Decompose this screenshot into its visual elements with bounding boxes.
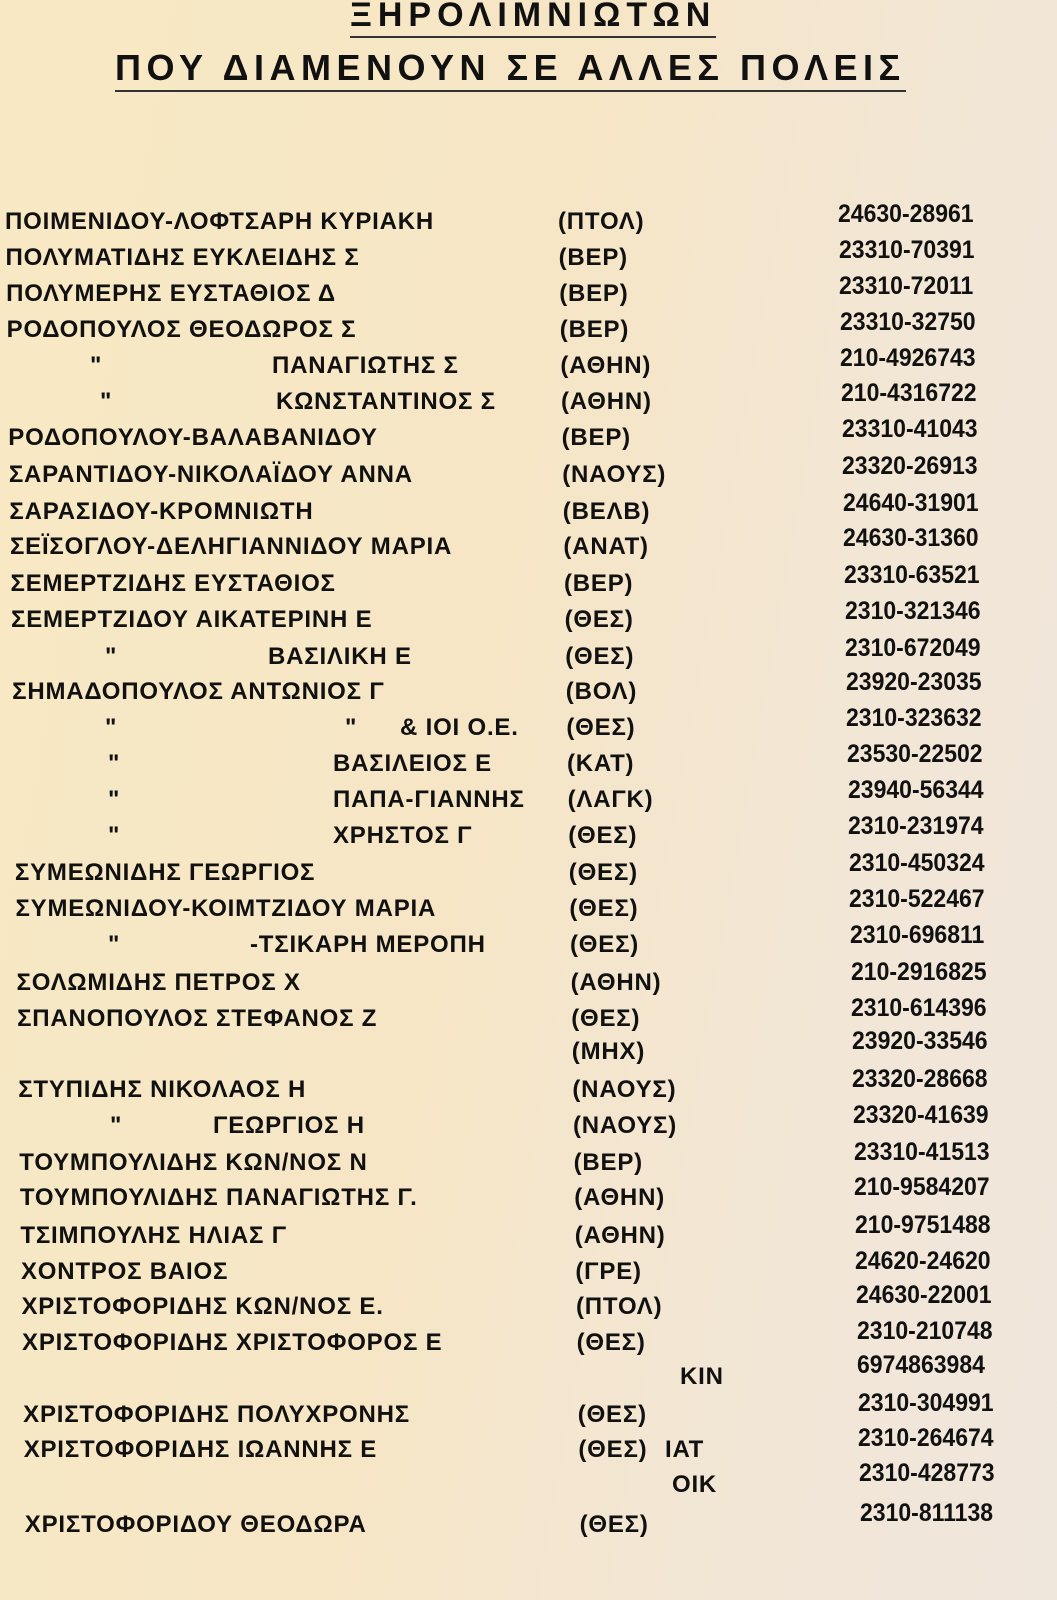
- person-name: ΧΡΗΣΤΟΣ Γ: [333, 822, 473, 849]
- person-name: ΧΟΝΤΡΟΣ ΒΑΙΟΣ: [20, 1258, 229, 1285]
- person-name: & ΙΟΙ Ο.Ε.: [400, 714, 519, 741]
- phone-number: 2310-811138: [859, 1498, 993, 1527]
- phone-number: 23310-72011: [839, 271, 974, 300]
- phone-number: 2310-304991: [857, 1389, 994, 1418]
- city-code: (ΝΑΟΥΣ): [562, 461, 667, 488]
- ditto-mark: ": [90, 352, 103, 379]
- city-code: (ΑΘΗΝ): [574, 1222, 666, 1249]
- ditto-mark: ": [105, 714, 118, 741]
- person-name: ΣΕΪΣΟΓΛΟΥ-ΔΕΛΗΓΙΑΝΝΙΔΟΥ ΜΑΡΙΑ: [9, 533, 453, 560]
- city-code: (ΝΑΟΥΣ): [572, 1076, 677, 1103]
- person-name: ΠΟΛΥΜΕΡΗΣ ΕΥΣΤΑΘΙΟΣ Δ: [6, 280, 336, 307]
- person-name: ΧΡΙΣΤΟΦΟΡΙΔΟΥ ΘΕΟΔΩΡΑ: [24, 1511, 367, 1538]
- city-code: (ΝΑΟΥΣ): [573, 1112, 678, 1139]
- person-name: ΣΠΑΝΟΠΟΥΛΟΣ ΣΤΕΦΑΝΟΣ Ζ: [17, 1005, 378, 1032]
- phone-number: 2310-450324: [848, 848, 985, 877]
- city-code: (ΓΡΕ): [575, 1258, 642, 1285]
- ditto-mark: ": [108, 822, 121, 849]
- phone-number: 2310-264674: [858, 1423, 994, 1452]
- person-name: ΚΩΝΣΤΑΝΤΙΝΟΣ Σ: [276, 388, 496, 415]
- person-name: ΓΕΩΡΓΙΟΣ Η: [213, 1112, 365, 1139]
- phone-number: 210-9751488: [854, 1210, 991, 1239]
- phone-number: 23310-41043: [841, 415, 978, 444]
- phone-number: 24640-31901: [842, 489, 979, 518]
- city-code: (ΠΤΟΛ): [576, 1293, 663, 1320]
- phone-number: 2310-696811: [850, 920, 985, 949]
- ditto-mark: ": [108, 931, 121, 958]
- city-code: (ΘΕΣ): [564, 606, 634, 633]
- city-code: (ΘΕΣ): [568, 822, 638, 849]
- phone-number: 24630-31360: [843, 523, 979, 552]
- person-name: ΤΣΙΜΠΟΥΛΗΣ ΗΛΙΑΣ Γ: [20, 1222, 287, 1249]
- phone-number: 2310-672049: [845, 633, 981, 662]
- person-name: ΣΤΥΠΙΔΗΣ ΝΙΚΟΛΑΟΣ Η: [18, 1076, 307, 1103]
- phone-number: 23310-41513: [853, 1137, 990, 1166]
- city-code: (ΑΝΑΤ): [563, 533, 649, 560]
- city-code: (ΚΑΤ): [567, 750, 635, 777]
- city-code: (ΘΕΣ): [569, 895, 639, 922]
- city-code: (ΜΗΧ): [571, 1038, 646, 1065]
- phone-number: 2310-522467: [849, 884, 985, 913]
- person-name: ΧΡΙΣΤΟΦΟΡΙΔΗΣ ΚΩΝ/ΝΟΣ Ε.: [21, 1293, 384, 1320]
- phone-number: 210-9584207: [854, 1172, 990, 1201]
- ditto-mark: ": [100, 388, 113, 415]
- phone-number: 2310-323632: [846, 704, 982, 733]
- phone-number: 2310-231974: [848, 811, 984, 840]
- city-code: (ΒΟΛ): [565, 678, 638, 705]
- phone-number: 23920-33546: [851, 1027, 988, 1056]
- person-name: ΡΟΔΟΠΟΥΛΟΥ-ΒΑΛΑΒΑΝΙΔΟΥ: [8, 424, 378, 451]
- page-subtitle: ΠΟΥ ΔΙΑΜΕΝΟΥΝ ΣΕ ΑΛΛΕΣ ΠΟΛΕΙΣ: [115, 46, 906, 92]
- person-name: ΣΑΡΑΝΤΙΔΟΥ-ΝΙΚΟΛΑΪΔΟΥ ΑΝΝΑ: [8, 461, 413, 488]
- phone-number: 23310-32750: [839, 307, 976, 336]
- person-name: ΠΑΠΑ-ΓΙΑΝΝΗΣ: [333, 786, 525, 813]
- city-code: (ΘΕΣ): [571, 1005, 641, 1032]
- ditto-mark: ": [105, 643, 118, 670]
- phone-number: 23310-63521: [844, 560, 980, 589]
- city-code: (ΑΘΗΝ): [560, 352, 652, 379]
- page-title: ΞΗΡΟΛΙΜΝΙΩΤΩΝ: [350, 0, 716, 38]
- phone-number: 6974863984: [857, 1351, 986, 1380]
- ditto-mark: ": [345, 714, 358, 741]
- person-name: ΣΥΜΕΩΝΙΔΗΣ ΓΕΩΡΓΙΟΣ: [14, 859, 316, 886]
- phone-number: 210-4926743: [840, 343, 976, 372]
- city-code: (ΑΘΗΝ): [570, 969, 662, 996]
- phone-number: 2310-210748: [856, 1317, 993, 1346]
- phone-type: ΚΙΝ: [680, 1363, 724, 1390]
- phone-number: 210-4316722: [841, 379, 977, 408]
- city-code: (ΛΑΓΚ): [567, 786, 654, 813]
- phone-number: 210-2916825: [850, 958, 987, 987]
- city-code: (ΒΕΡ): [561, 424, 631, 451]
- person-name: ΧΡΙΣΤΟΦΟΡΙΔΗΣ ΠΟΛΥΧΡΟΝΗΣ: [23, 1401, 410, 1428]
- city-code: (ΘΕΣ): [576, 1329, 646, 1356]
- city-code: (ΒΕΡ): [564, 570, 634, 597]
- city-code: (ΑΘΗΝ): [574, 1184, 665, 1211]
- person-name: ΒΑΣΙΛΕΙΟΣ Ε: [333, 750, 492, 777]
- city-code: (ΒΕΡ): [559, 280, 629, 307]
- phone-number: 23920-23035: [845, 668, 982, 697]
- phone-number: 2310-614396: [851, 994, 987, 1023]
- person-name: ΣΑΡΑΣΙΔΟΥ-ΚΡΟΜΝΙΩΤΗ: [9, 498, 314, 525]
- city-code: (ΘΕΣ): [568, 859, 638, 886]
- city-code: (ΘΕΣ): [577, 1401, 647, 1428]
- phone-number: 23320-41639: [853, 1101, 989, 1129]
- city-code: (ΒΕΡ): [559, 316, 630, 343]
- person-name: -ΤΣΙΚΑΡΗ ΜΕΡΟΠΗ: [250, 931, 486, 958]
- city-code: (ΘΕΣ): [578, 1436, 648, 1463]
- city-code: (ΑΘΗΝ): [561, 388, 652, 415]
- phone-number: 24630-28961: [838, 200, 974, 228]
- ditto-mark: ": [110, 1112, 123, 1139]
- city-code: (ΒΕΛΒ): [562, 498, 651, 525]
- phone-number: 2310-321346: [844, 596, 981, 625]
- person-name: ΧΡΙΣΤΟΦΟΡΙΔΗΣ ΧΡΙΣΤΟΦΟΡΟΣ Ε: [22, 1329, 443, 1356]
- city-code: (ΘΕΣ): [565, 643, 635, 670]
- phone-number: 23320-26913: [842, 452, 978, 481]
- city-code: (ΠΤΟΛ): [558, 208, 645, 235]
- phone-number: 2310-428773: [859, 1458, 995, 1487]
- person-name: ΤΟΥΜΠΟΥΛΙΔΗΣ ΚΩΝ/ΝΟΣ Ν: [19, 1149, 368, 1176]
- phone-number: 23320-28668: [852, 1065, 988, 1094]
- person-name: ΣΗΜΑΔΟΠΟΥΛΟΣ ΑΝΤΩΝΙΟΣ Γ: [12, 678, 385, 705]
- phone-number: 23310-70391: [838, 235, 975, 264]
- phone-number: 23940-56344: [847, 776, 984, 805]
- person-name: ΡΟΔΟΠΟΥΛΟΣ ΘΕΟΔΩΡΟΣ Σ: [6, 316, 357, 343]
- phone-number: 23530-22502: [847, 740, 983, 769]
- phone-number: 24630-22001: [856, 1281, 992, 1310]
- person-name: ΤΟΥΜΠΟΥΛΙΔΗΣ ΠΑΝΑΓΙΩΤΗΣ Γ.: [19, 1184, 418, 1211]
- phone-type: ΙΑΤ: [665, 1436, 705, 1463]
- person-name: ΣΟΛΩΜΙΔΗΣ ΠΕΤΡΟΣ Χ: [16, 969, 301, 996]
- person-name: ΣΕΜΕΡΤΖΙΔΟΥ ΑΙΚΑΤΕΡΙΝΗ Ε: [11, 606, 373, 633]
- ditto-mark: ": [108, 750, 121, 777]
- city-code: (ΘΕΣ): [570, 931, 640, 958]
- person-name: ΠΑΝΑΓΙΩΤΗΣ Σ: [272, 352, 459, 379]
- city-code: (ΘΕΣ): [579, 1511, 649, 1538]
- person-name: ΣΥΜΕΩΝΙΔΟΥ-ΚΟΙΜΤΖΙΔΟΥ ΜΑΡΙΑ: [15, 895, 437, 922]
- person-name: ΒΑΣΙΛΙΚΗ Ε: [268, 643, 412, 670]
- person-name: ΠΟΙΜΕΝΙΔΟΥ-ΛΟΦΤΣΑΡΗ ΚΥΡΙΑΚΗ: [5, 208, 435, 235]
- person-name: ΣΕΜΕΡΤΖΙΔΗΣ ΕΥΣΤΑΘΙΟΣ: [10, 570, 336, 597]
- person-name: ΠΟΛΥΜΑΤΙΔΗΣ ΕΥΚΛΕΙΔΗΣ Σ: [5, 244, 360, 271]
- city-code: (ΒΕΡ): [558, 244, 628, 271]
- person-name: ΧΡΙΣΤΟΦΟΡΙΔΗΣ ΙΩΑΝΝΗΣ Ε: [23, 1436, 378, 1463]
- phone-type: ΟΙΚ: [672, 1471, 718, 1498]
- city-code: (ΘΕΣ): [566, 714, 636, 741]
- ditto-mark: ": [108, 786, 121, 813]
- city-code: (ΒΕΡ): [573, 1149, 643, 1176]
- phone-number: 24620-24620: [855, 1246, 991, 1275]
